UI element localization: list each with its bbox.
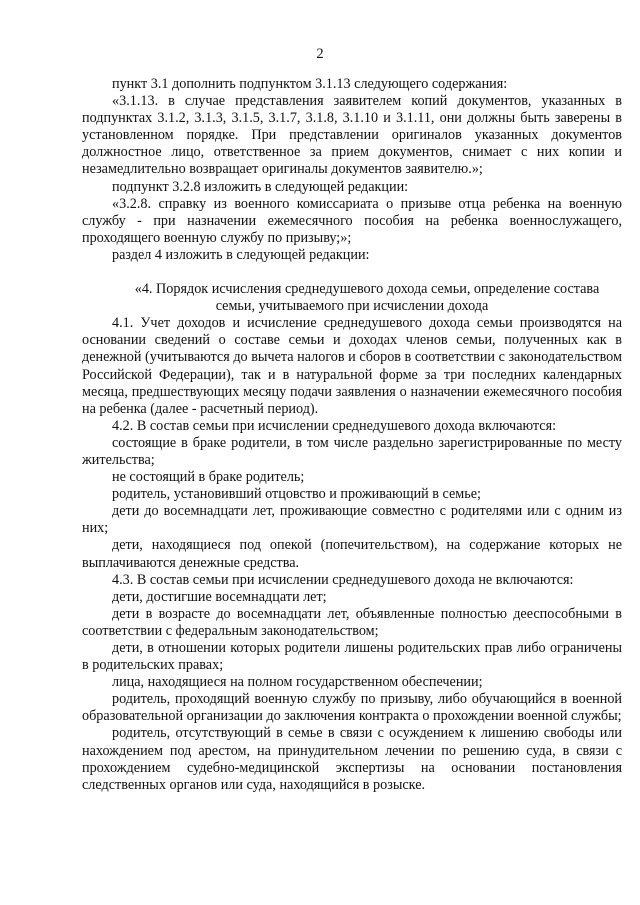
list-item: дети в возрасте до восемнадцати лет, объявленные полностью дееспособными в соответствии с федеральным законодательством; <box>82 605 622 639</box>
list-item: родитель, проходящий военную службу по призыву, либо обучающийся в военной образовательной организации до заключения контракта о прохождении военной службы; <box>82 691 622 725</box>
list-item: дети, находящиеся под опекой (попечительством), на содержание которых не выплачиваются денежные средства. <box>82 537 622 571</box>
list-item: дети, достигшие восемнадцати лет; <box>112 588 327 605</box>
paragraph-4-1: 4.1. Учет доходов и исчисление среднедушевого дохода семьи производятся на основании сведений о составе семьи и доходах членов семьи, полученных как в денежной (учитываются до вычета налогов и сборов в соответствии с законодательством Российской Федерации), так и в натуральной форме за три последних календарных месяца, предшествующих месяцу подачи заявления о назначении ежемесячного пособия на ребенка (далее - расчетный период). <box>82 315 622 417</box>
paragraph-amend-3-1: пункт 3.1 дополнить подпунктом 3.1.13 следующего содержания: <box>112 76 508 92</box>
paragraph-amend-section-4: раздел 4 изложить в следующей редакции: <box>112 246 370 263</box>
list-item: состоящие в браке родители, в том числе раздельно зарегистрированные по месту жительства; <box>82 434 622 468</box>
paragraph-amend-3-2-8: подпункт 3.2.8 изложить в следующей редакции: <box>112 178 409 195</box>
list-item: дети, в отношении которых родители лишены родительских прав либо ограничены в родительских правах; <box>82 640 622 674</box>
paragraph-3-2-8: «3.2.8. справку из военного комиссариата о призыве отца ребенка на военную службу - при назначении ежемесячного пособия на ребенка военнослужащего, проходящего военную службу по призыву;»; <box>82 195 622 246</box>
list-item: дети до восемнадцати лет, проживающие совместно с родителями или с одним из них; <box>82 503 622 537</box>
paragraph-4-3: 4.3. В состав семьи при исчислении среднедушевого дохода не включаются: <box>112 571 574 588</box>
list-item: родитель, установивший отцовство и проживающий в семье; <box>112 486 481 503</box>
section-4-title: «4. Порядок исчисления среднедушевого дохода семьи, определение состава семьи, учитываемого при исчислении дохода <box>134 281 600 315</box>
list-item: родитель, отсутствующий в семье в связи с осуждением к лишению свободы или нахождением под арестом, на принудительном лечении по решению суда, в связи с прохождением судебно-медицинской экспертизы на основании постановления следственных органов или суда, находящийся в розыске. <box>82 725 622 793</box>
list-item: не состоящий в браке родитель; <box>112 469 305 486</box>
paragraph-3-1-13: «3.1.13. в случае представления заявителем копий документов, указанных в подпунктах 3.1.2, 3.1.3, 3.1.5, 3.1.7, 3.1.8, 3.1.10 и 3.1.11, они должны быть заверены в установленном порядке. При представлении оригиналов указанных документов должностное лицо, ответственное за прием документов, снимает с них копии и незамедлительно возвращает оригиналы документов заявителю.»; <box>82 93 622 178</box>
page-number: 2 <box>316 46 324 62</box>
document-body <box>82 76 622 794</box>
list-item: лица, находящиеся на полном государственном обеспечении; <box>112 674 483 691</box>
paragraph-4-2: 4.2. В состав семьи при исчислении среднедушевого дохода включаются: <box>112 417 557 434</box>
